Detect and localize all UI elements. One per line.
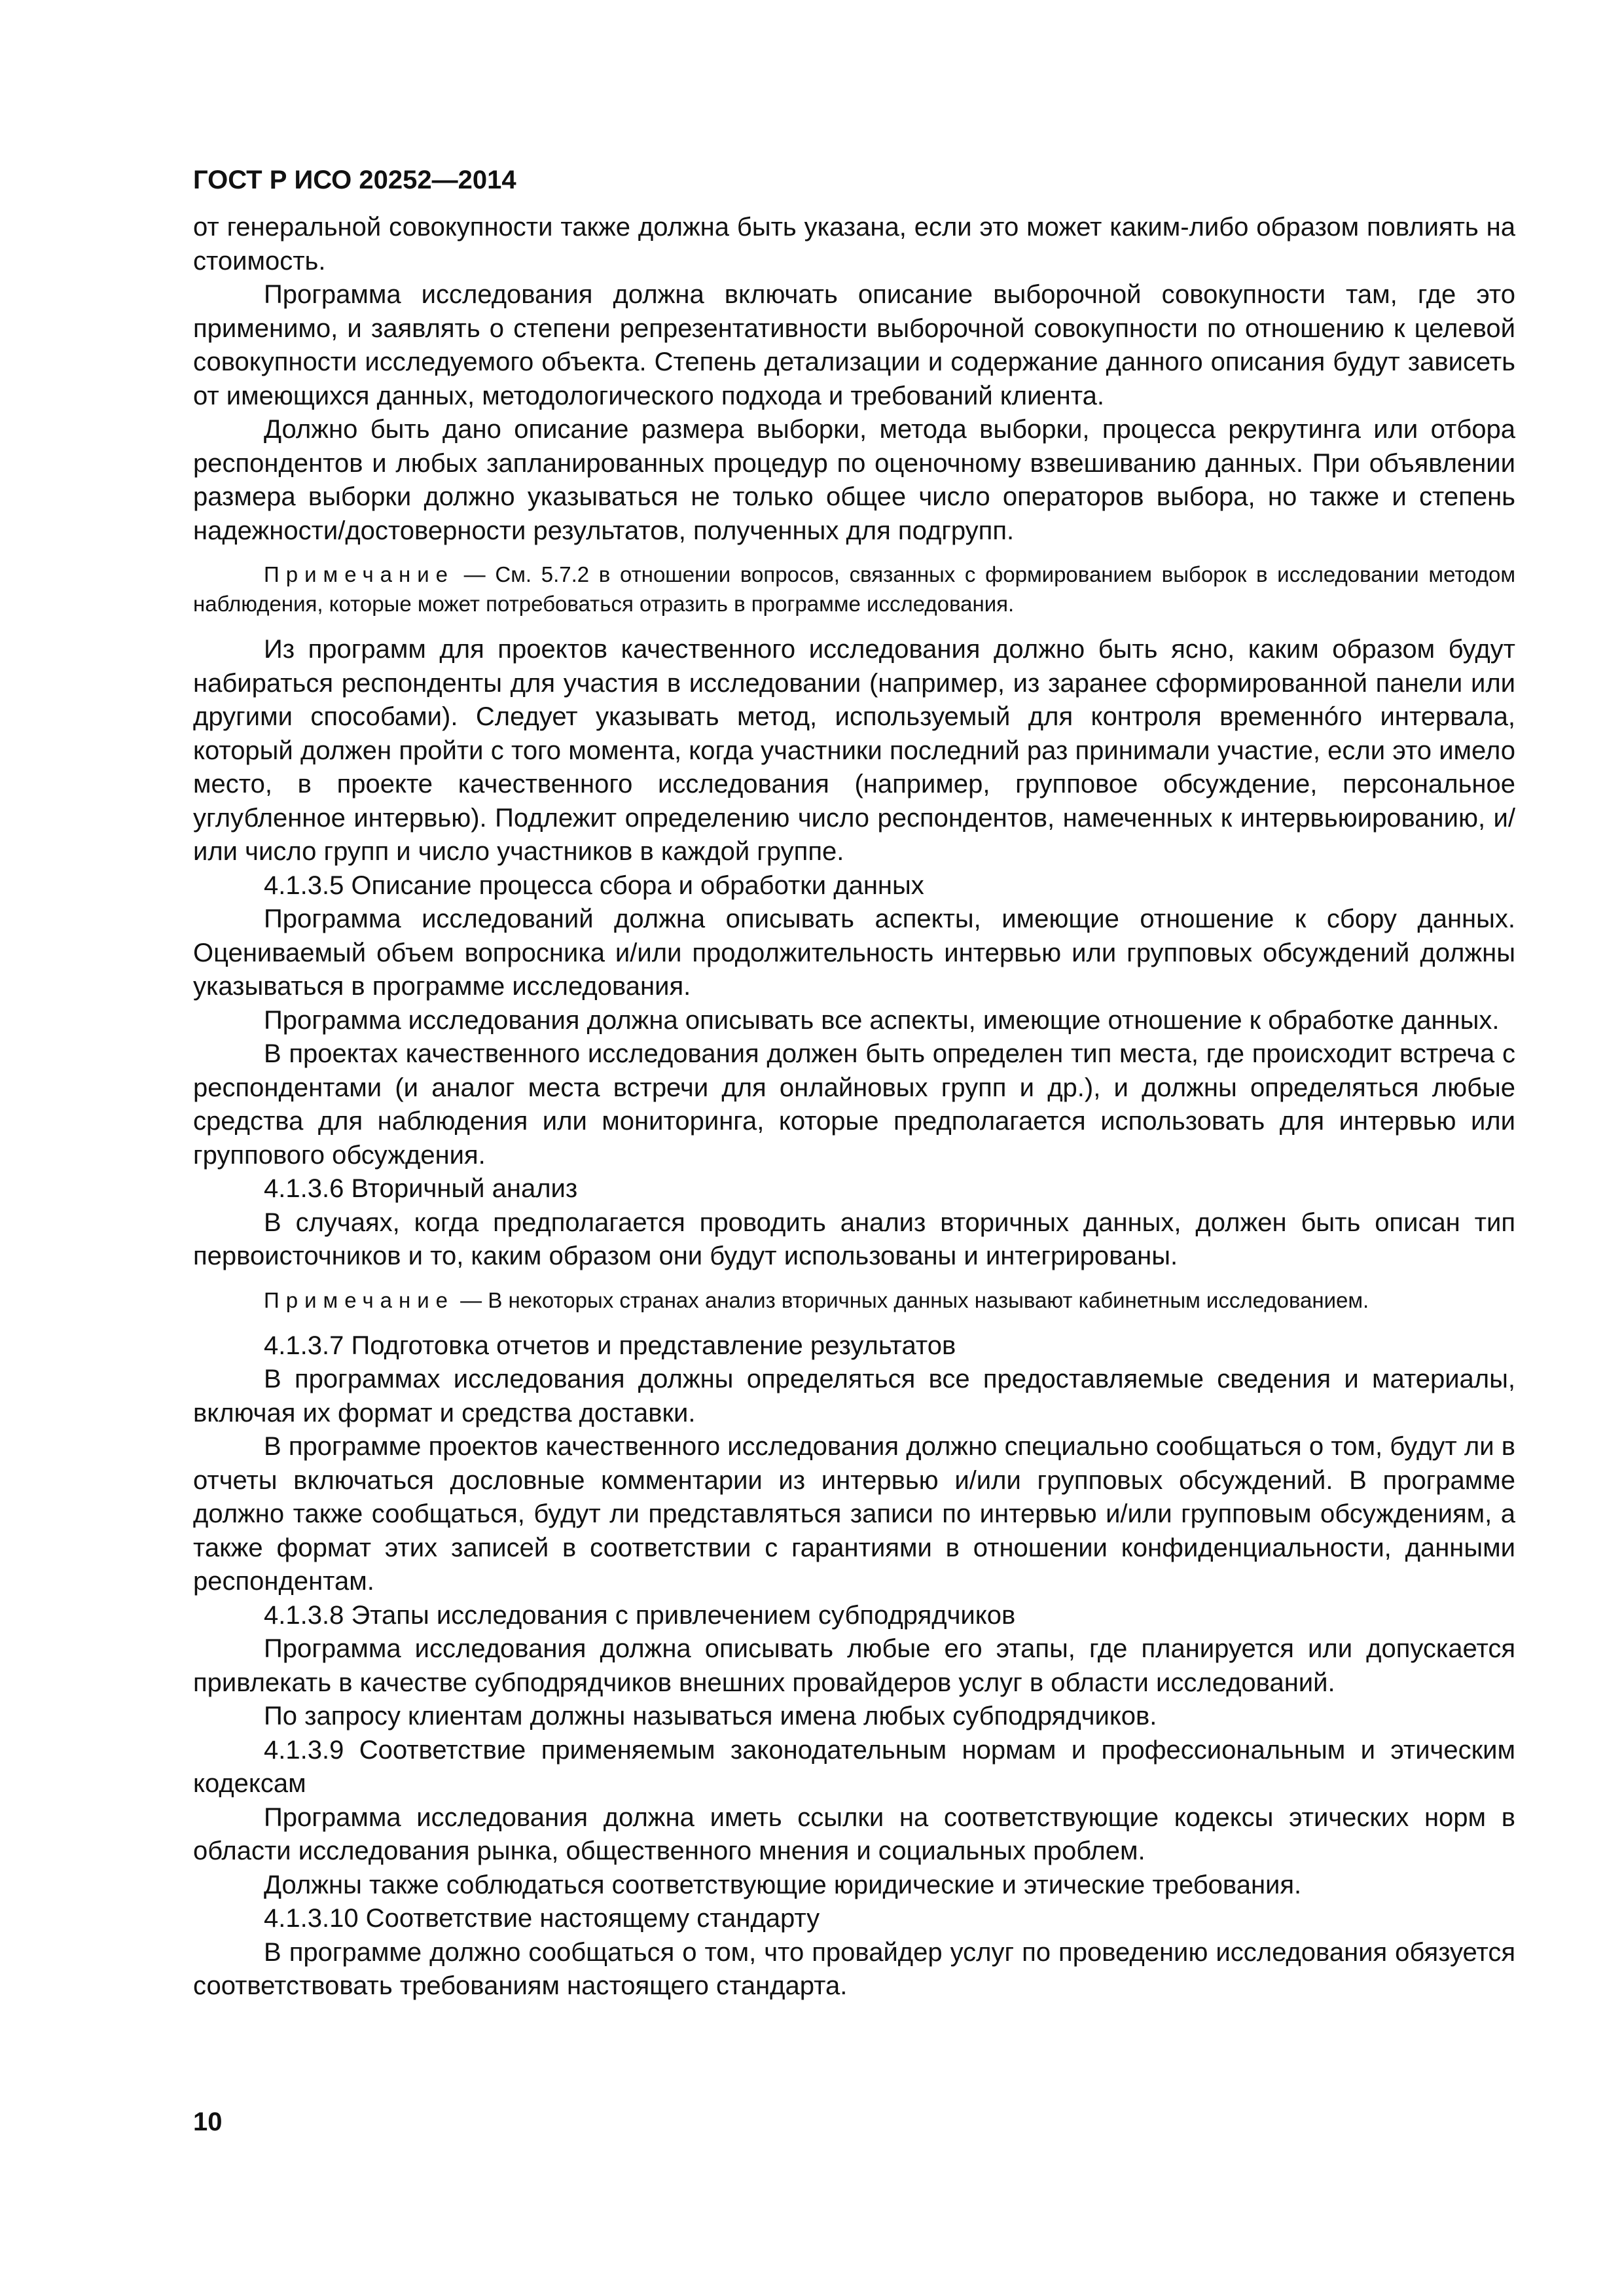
document-page: [193, 164, 1515, 2003]
page-number: 10: [193, 2108, 223, 2136]
note: [193, 560, 1515, 619]
section-heading: 4.1.3.9 Соответствие применяемым законодательным нормам и профессиональным и этическим кодексам: [193, 1735, 1515, 1798]
paragraph: Программа исследования должна описывать все аспекты, имеющие отношение к обработке данных.: [264, 1005, 1500, 1035]
section-heading: 4.1.3.7 Подготовка отчетов и представление результатов: [264, 1331, 956, 1360]
paragraph: В программе проектов качественного исследования должно специально сообщаться о том, будут ли в отчеты включаться дословные комментарии из интервью и/или групповых обсуждений. В программе должно также сообщаться, будут ли представляться записи по интервью и/или групповым обсуждениям, а также формат этих записей в соответствии с гарантиями в отношении конфиденциальности, данными респондентам.: [193, 1432, 1515, 1596]
paragraph: Программа исследования должна иметь ссылки на соответствующие кодексы этических норм в области исследования рынка, общественного мнения и социальных проблем.: [193, 1803, 1515, 1865]
paragraph: Должны также соблюдаться соответствующие юридические и этические требования.: [264, 1870, 1302, 1899]
document-header: ГОСТ Р ИСО 20252—2014: [193, 166, 516, 194]
paragraph: В проектах качественного исследования должен быть определен тип места, где происходит встреча с респондентами (и аналог места встречи для онлайновых групп и др.), и должны определяться любые средства для наблюдения или мониторинга, которые предполагается использовать для интервью или группового обсуждения.: [193, 1039, 1515, 1170]
paragraph: Из программ для проектов качественного исследования должно быть ясно, каким образом будут набираться респонденты для участия в исследовании (например, из заранее сформированной панели или другими способами). Следует указывать метод, используемый для контроля временнóго интервала, который должен пройти с того момента, когда участники последний раз принимали участие, если это имело место, в проекте качественного исследования (например, групповое обсуждение, персональное углубленное интервью). Подлежит определению число респондентов, намеченных к интервьюированию, и/или число групп и число участников в каждой группе.: [193, 635, 1515, 866]
paragraph: Программа исследования должна описывать любые его этапы, где планируется или допускается привлекать в качестве субподрядчиков внешних провайдеров услуг в области исследований.: [193, 1634, 1515, 1697]
paragraph: Программа исследований должна описывать аспекты, имеющие отношение к сбору данных. Оцениваемый объем вопросника и/или продолжительность интервью или групповых обсуждений должны указываться в программе исследования.: [193, 905, 1515, 1001]
note-label: Примечание: [264, 1287, 455, 1312]
paragraph: от генеральной совокупности также должна быть указана, если это может каким-либо образом повлиять на стоимость.: [193, 213, 1515, 276]
paragraph: В программах исследования должны определяться все предоставляемые сведения и материалы, включая их формат и средства доставки.: [193, 1365, 1515, 1427]
section-heading: 4.1.3.6 Вторичный анализ: [264, 1174, 578, 1203]
note: [193, 1285, 1515, 1315]
note-text: — См. 5.7.2 в отношении вопросов, связанных с формированием выборок в исследовании методом наблюдения, которые может потребоваться отразить в программе исследования.: [193, 562, 1515, 616]
paragraph: Программа исследования должна включать описание выборочной совокупности там, где это применимо, и заявлять о степени репрезентативности выборочной совокупности по отношению к целевой совокупности исследуемого объекта. Степень детализации и содержание данного описания будут зависеть от имеющихся данных, методологического подхода и требований клиента.: [193, 280, 1515, 410]
note-text: — В некоторых странах анализ вторичных данных называют кабинетным исследованием.: [454, 1287, 1369, 1312]
section-heading: 4.1.3.8 Этапы исследования с привлечением субподрядчиков: [264, 1600, 1016, 1630]
paragraph: По запросу клиентам должны называться имена любых субподрядчиков.: [264, 1702, 1157, 1731]
paragraph: Должно быть дано описание размера выборки, метода выборки, процесса рекрутинга или отбора респондентов и любых запланированных процедур по оценочному взвешиванию данных. При объявлении размера выборки должно указываться не только общее число операторов выбора, но также и степень надежности/достоверности результатов, полученных для подгрупп.: [193, 415, 1515, 545]
section-heading: 4.1.3.5 Описание процесса сбора и обработки данных: [264, 870, 924, 900]
note-label: Примечание: [264, 562, 455, 586]
section-heading: 4.1.3.10 Соответствие настоящему стандарту: [264, 1904, 820, 1933]
paragraph: В случаях, когда предполагается проводить анализ вторичных данных, должен быть описан тип первоисточников и то, каким образом они будут использованы и интегрированы.: [193, 1208, 1515, 1270]
paragraph: В программе должно сообщаться о том, что провайдер услуг по проведению исследования обязуется соответствовать требованиям настоящего стандарта.: [193, 1937, 1515, 2000]
